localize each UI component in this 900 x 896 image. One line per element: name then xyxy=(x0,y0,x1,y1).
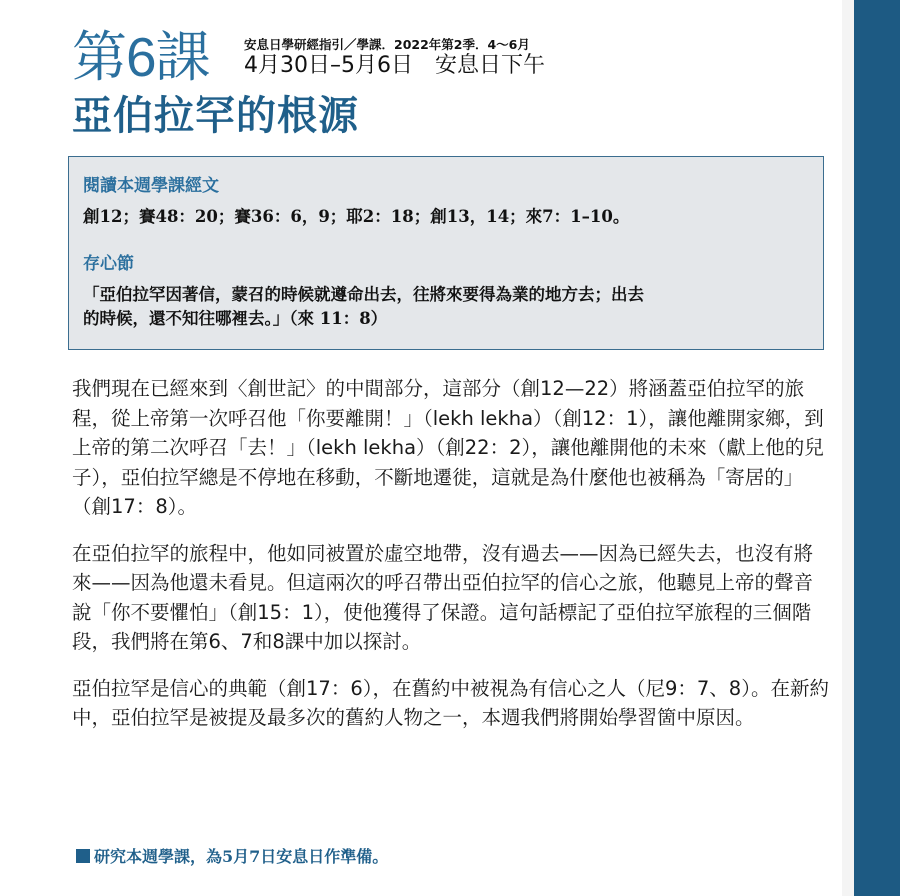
study-footer xyxy=(76,846,388,868)
lesson-meta xyxy=(244,38,545,80)
lesson-title: 亞伯拉罕的根源 xyxy=(72,92,359,139)
memory-verse-line-1: 「亞伯拉罕因著信，蒙召的時候就遵命出去，往將來要得為業的地方去；出去 xyxy=(83,285,644,304)
memory-verse-heading: 存心節 xyxy=(83,254,134,274)
series-info: 安息日學研經指引／學課．2022年第2季．4～6月 xyxy=(244,37,530,52)
body-paragraph-2: 在亞伯拉罕的旅程中，他如同被置於虛空地帶，沒有過去——因為已經失去，也沒有將來——因為他還未看見。但這兩次的呼召帶出亞伯拉罕的信心之旅，他聽見上帝的聲音說「你不要懼怕」（創15：1），使他獲得了保證。這句話標記了亞伯拉罕旅程的三個階段，我們將在第6、7和8課中加以探討。 xyxy=(72,541,814,653)
footer-text: 研究本週學課，為5月7日安息日作準備。 xyxy=(94,847,389,866)
reading-passages: 創12；賽48：20；賽36：6，9；耶2：18；創13，14；來7：1–10。 xyxy=(83,207,630,226)
lesson-number: 第6課 xyxy=(72,26,210,88)
lesson-body xyxy=(72,374,832,750)
side-color-bar xyxy=(854,0,900,896)
page-edge-strip xyxy=(842,0,854,896)
memory-verse-line-2: 的時候，還不知往哪裡去。」（來 11：8） xyxy=(83,309,388,328)
body-paragraph-3: 亞伯拉罕是信心的典範（創17：6），在舊約中被視為有信心之人（尼9：7、8）。在新約中，亞伯拉罕是被提及最多次的舊約人物之一，本週我們將開始學習箇中原因。 xyxy=(72,676,829,729)
memory-verse-text xyxy=(83,283,813,331)
reading-box xyxy=(68,156,824,350)
lesson-dates: 4月30日–5月6日 安息日下午 xyxy=(244,53,545,78)
square-bullet-icon xyxy=(76,849,90,863)
body-paragraph-1: 我們現在已經來到〈創世記〉的中間部分，這部分（創12—22）將涵蓋亞伯拉罕的旅程，從上帝第一次呼召他「你要離開！」（lekh lekha）（創12：1），讓他離開家鄉，到上帝的第二次呼召「去！」（lekh lekha）（創22：2），讓他離開他的未來（獻上他的兒子），亞伯拉罕總是不停地在移動，不斷地遷徙，這就是為什麼他也被稱為「寄居的」（創17：8）。 xyxy=(72,377,824,518)
reading-heading: 閱讀本週學課經文 xyxy=(83,176,219,196)
